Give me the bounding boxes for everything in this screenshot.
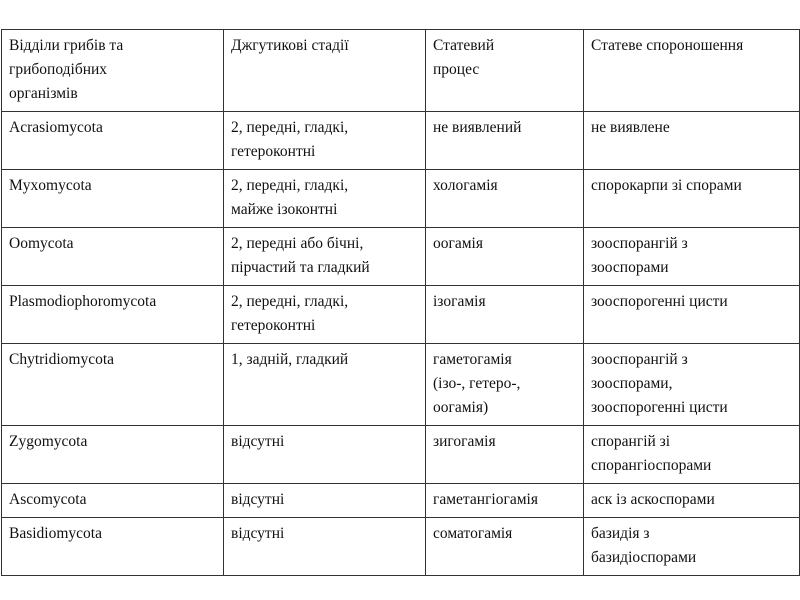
table-cell: Chytridiomycota	[2, 344, 224, 426]
table-cell: Plasmodiophoromycota	[2, 286, 224, 344]
table-cell: зооспорангій з зооспорами	[584, 228, 800, 286]
table-cell: зооспорангій з зооспорами, зооспорогенні цисти	[584, 344, 800, 426]
table-cell: Acrasiomycota	[2, 112, 224, 170]
table-cell: гаметогамія (ізо-, гетеро-, оогамія)	[426, 344, 584, 426]
table-cell: ізогамія	[426, 286, 584, 344]
fungi-classification-table	[1, 29, 800, 576]
table-cell: відсутні	[224, 426, 426, 484]
table-cell: 2, передні, гладкі, гетероконтні	[224, 286, 426, 344]
table-row	[2, 286, 800, 344]
table-cell: зигогамія	[426, 426, 584, 484]
header-cell-sexual-sporulation: Статеве спороношення	[584, 30, 800, 112]
table-row	[2, 344, 800, 426]
table-row	[2, 228, 800, 286]
table-cell: 2, передні або бічні, пірчастий та гладкий	[224, 228, 426, 286]
table-cell: відсутні	[224, 518, 426, 576]
table-cell: спорангій зі спорангіоспорами	[584, 426, 800, 484]
table-row	[2, 170, 800, 228]
table-cell: 2, передні, гладкі, майже ізоконтні	[224, 170, 426, 228]
table-row	[2, 518, 800, 576]
table-cell: соматогамія	[426, 518, 584, 576]
table-cell: гаметангіогамія	[426, 484, 584, 518]
table-cell: базидія з базидіоспорами	[584, 518, 800, 576]
table-cell: Basidiomycota	[2, 518, 224, 576]
table-cell: спорокарпи зі спорами	[584, 170, 800, 228]
table-cell: Oomycota	[2, 228, 224, 286]
table-row	[2, 112, 800, 170]
table-header-row	[2, 30, 800, 112]
table-cell: 2, передні, гладкі, гетероконтні	[224, 112, 426, 170]
table-cell: зооспорогенні цисти	[584, 286, 800, 344]
table-cell: Zygomycota	[2, 426, 224, 484]
table-cell: відсутні	[224, 484, 426, 518]
table-cell: 1, задній, гладкий	[224, 344, 426, 426]
table-cell: хологамія	[426, 170, 584, 228]
table-cell: не виявлене	[584, 112, 800, 170]
table-row	[2, 426, 800, 484]
table-cell: не виявлений	[426, 112, 584, 170]
table-cell: Ascomycota	[2, 484, 224, 518]
header-cell-flagellar-stages: Джгутикові стадії	[224, 30, 426, 112]
table-cell: аск із аскоспорами	[584, 484, 800, 518]
header-cell-sexual-process: Статевий процес	[426, 30, 584, 112]
table-cell: Myxomycota	[2, 170, 224, 228]
table-cell: оогамія	[426, 228, 584, 286]
header-cell-divisions: Відділи грибів та грибоподібних організмів	[2, 30, 224, 112]
table-row	[2, 484, 800, 518]
